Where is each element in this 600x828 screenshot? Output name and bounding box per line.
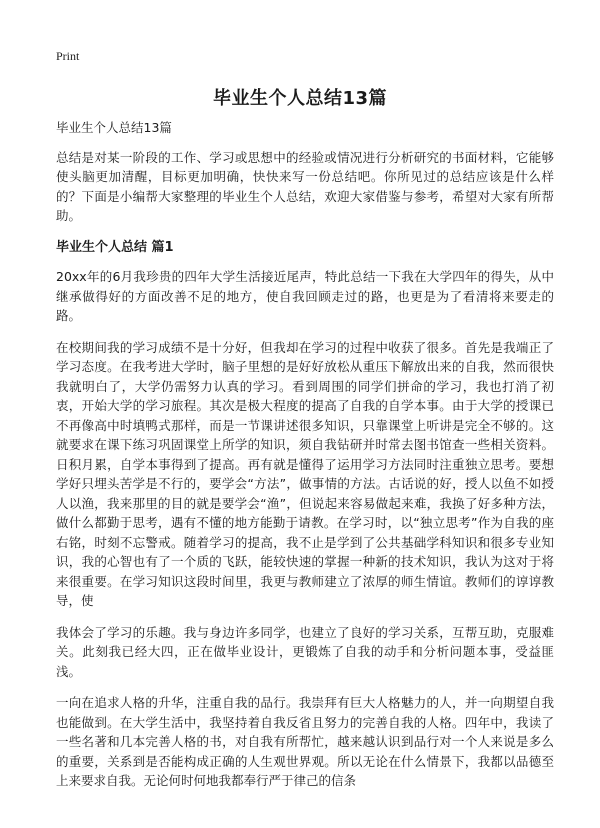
body-paragraph-3: 我体会了学习的乐趣。我与身边许多同学，也建立了良好的学习关系，互帮互助，克服难关。此刻我已经大四，正在做毕业设计，更锻炼了自我的动手和分析问题本事，受益匪浅。 [56, 624, 554, 679]
document-body [56, 118, 554, 803]
body-paragraph-1: 20xx年的6月我珍贵的四年大学生活接近尾声，特此总结一下我在大学四年的得失，从中继承做得好的方面改善不足的地方，使自我回顾走过的路，也更是为了看清将来要走的路。 [56, 269, 554, 323]
intro-paragraph: 总结是对某一阶段的工作、学习或思想中的经验或情况进行分析研究的书面材料，它能够使头脑更加清醒，目标更加明确，快快来写一份总结吧。你所见过的总结应该是什么样的？下面是小编帮大家整理的毕业生个人总结，欢迎大家借鉴与参考，希望对大家有所帮助。 [56, 149, 554, 223]
body-paragraph-4: 一向在追求人格的升华，注重自我的品行。我崇拜有巨大人格魅力的人，并一向期望自我也能做到。在大学生活中，我坚持着自我反省且努力的完善自我的人格。四年中，我读了一些名著和几本完善人格的书，对自我有所帮忙，越来越认识到品行对一个人来说是多么的重要，关系到是否能构成正确的人生观世界观。所以无论在什么情景下，我都以品德至上来要求自我。无论何时何地我都奉行严于律己的信条 [56, 695, 554, 788]
section-heading: 毕业生个人总结 篇1 [56, 239, 174, 255]
page-title: 毕业生个人总结13篇 [212, 88, 388, 109]
document-subtitle: 毕业生个人总结13篇 [56, 120, 172, 135]
body-paragraph-2: 在校期间我的学习成绩不是十分好，但我却在学习的过程中收获了很多。首先是我端正了学习态度。在我考进大学时，脑子里想的是好好放松从重压下解放出来的自我，然而很快我就明白了，大学仍需努力认真的学习。看到周围的同学们拼命的学习，我也打消了初衷，开始大学的学习旅程。其次是极大程度的提高了自我的自学本事。由于大学的授课已不再像高中时填鸭式那样，而是一节课讲述很多知识，只靠课堂上听讲是完全不够的。这就要求在课下练习巩固课堂上所学的知识，须自我钻研并时常去图书馆查一些相关资料。日积月累，自学本事得到了提高。再有就是懂得了运用学习方法同时注重独立思考。要想学好只埋头苦学是不行的，要学会“方法”，做事情的方法。古话说的好，授人以鱼不如授人以渔，我来那里的目的就是要学会“渔”，但说起来容易做起来难，我换了好多种方法，做什么都勤于思考，遇有不懂的地方能勤于请教。在学习时，以“独立思考”作为自我的座右铭，时刻不忘警戒。随着学习的提高，我不止是学到了公共基础学科知识和很多专业知识，我的心智也有了一个质的飞跃，能较快速的掌握一种新的技术知识，我认为这对于将来很重要。在学习知识这段时间里，我更与教师建立了浓厚的师生情谊。教师们的谆谆教导，使 [56, 339, 554, 608]
print-link[interactable]: Print [56, 49, 80, 63]
